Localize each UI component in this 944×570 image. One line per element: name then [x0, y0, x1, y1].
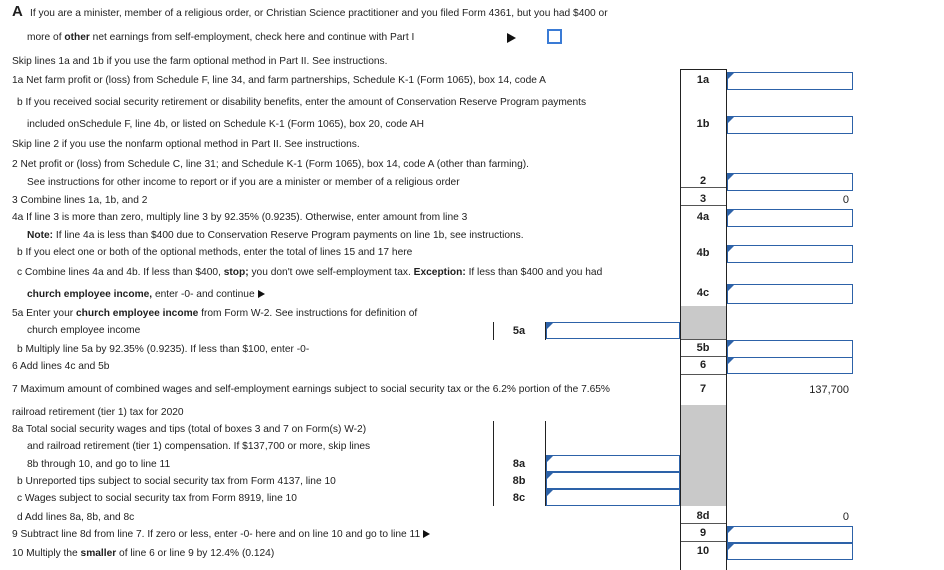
rule: [681, 374, 726, 375]
rule: [681, 205, 726, 206]
line-label-5a: 5a: [512, 325, 526, 337]
section-a-letter: A: [12, 3, 23, 20]
line-2-input[interactable]: [727, 173, 853, 191]
rule: [681, 356, 726, 357]
skip-1a-1b-note: Skip lines 1a and 1b if you use the farm optional method in Part II. See instructions.: [12, 56, 388, 67]
line-6-input[interactable]: [727, 357, 853, 374]
line-label-1b: 1b: [696, 118, 710, 130]
line-label-10: 10: [696, 545, 710, 557]
line-4a-input[interactable]: [727, 209, 853, 227]
mid-col-border: [493, 421, 494, 506]
line-label-4a: 4a: [696, 211, 710, 223]
section-a-line2: more of other net earnings from self-employment, check here and continue with Part I: [27, 32, 415, 43]
arrow-right-icon: [258, 290, 265, 298]
rule: [681, 339, 726, 340]
line-8b-text: b Unreported tips subject to social security tax from Form 4137, line 10: [17, 476, 336, 487]
line-4c-text-2: church employee income, enter -0- and continue: [27, 289, 265, 301]
line-label-4b: 4b: [696, 247, 710, 259]
line-8a-text-2: and railroad retirement (tier 1) compensation. If $137,700 or more, skip lines: [27, 441, 371, 452]
line-label-7: 7: [699, 383, 707, 395]
line-label-8c: 8c: [512, 492, 526, 504]
line-4b-text: b If you elect one or both of the optional methods, enter the total of lines 15 and 17 here: [17, 247, 413, 258]
line-5b-text: b Multiply line 5a by 92.35% (0.9235). If less than $100, enter -0-: [17, 344, 310, 355]
skip-2-note: Skip line 2 if you use the nonfarm optional method in Part II. See instructions.: [12, 139, 360, 150]
rule: [681, 541, 726, 542]
line-3-value: 0: [842, 194, 849, 206]
line-1b-text: b If you received social security retirement or disability benefits, enter the amount of Conservation Reserve Program payments: [17, 97, 587, 108]
line-10-input[interactable]: [727, 543, 853, 560]
line-10-text: 10 Multiply the smaller of line 6 or line 9 by 12.4% (0.124): [12, 548, 275, 559]
line-1b-text-2: included onSchedule F, line 4b, or listed on Schedule K-1 (Form 1065), box 20, code AH: [27, 119, 424, 130]
line-label-4c: 4c: [696, 287, 710, 299]
line-7-text-2: railroad retirement (tier 1) tax for 2020: [12, 407, 184, 418]
label-col-right-border: [726, 69, 727, 570]
line-3-text: 3 Combine lines 1a, 1b, and 2: [12, 195, 148, 206]
line-8c-input[interactable]: [546, 489, 680, 506]
line-2-text-2: See instructions for other income to report or if you are a minister or member of a religious order: [27, 177, 460, 188]
arrow-right-icon: [507, 33, 516, 43]
line-1b-input[interactable]: [727, 116, 853, 134]
arrow-right-icon: [423, 530, 430, 538]
line-label-1a: 1a: [696, 74, 710, 86]
line-label-3: 3: [699, 193, 707, 205]
line-8d-text: d Add lines 8a, 8b, and 8c: [17, 512, 135, 523]
line-5b-input[interactable]: [727, 340, 853, 358]
line-label-6: 6: [699, 359, 707, 371]
line-4c-text: c Combine lines 4a and 4b. If less than $400, stop; you don't owe self-employment tax. Exception: If less than $400 and you had: [17, 267, 603, 278]
line-1a-input[interactable]: [727, 72, 853, 90]
line-8c-text: c Wages subject to social security tax from Form 8919, line 10: [17, 493, 297, 504]
rule: [681, 187, 726, 188]
top-rule: [680, 69, 727, 70]
line-5a-text-2: church employee income: [27, 325, 141, 336]
line-9-text: 9 Subtract line 8d from line 7. If zero or less, enter -0- here and on line 10 and go to line 11: [12, 529, 430, 541]
line-8a-text: 8a Total social security wages and tips (total of boxes 3 and 7 on Form(s) W-2): [12, 424, 367, 435]
line-label-8a: 8a: [512, 458, 526, 470]
line-9-input[interactable]: [727, 526, 853, 543]
minister-checkbox[interactable]: [547, 29, 562, 44]
line-label-2: 2: [699, 175, 707, 187]
line-8a-text-3: 8b through 10, and go to line 11: [27, 459, 171, 470]
line-4a-text: 4a If line 3 is more than zero, multiply line 3 by 92.35% (0.9235). Otherwise, enter amount from line 3: [12, 212, 468, 223]
line-label-5b: 5b: [696, 342, 710, 354]
line-7-text: 7 Maximum amount of combined wages and self-employment earnings subject to social security tax or the 6.2% portion of the 7.65%: [12, 384, 610, 395]
line-4b-input[interactable]: [727, 245, 853, 263]
mid-col-border: [493, 322, 494, 340]
line-1a-text: 1a Net farm profit or (loss) from Schedule F, line 34, and farm partnerships, Schedule K-1 (Form 1065), box 14, code A: [12, 75, 546, 86]
line-8b-input[interactable]: [546, 472, 680, 489]
line-4a-note: Note: If line 4a is less than $400 due to Conservation Reserve Program payments on line 1b, see instructions.: [27, 230, 524, 241]
line-7-value: 137,700: [809, 384, 849, 396]
section-a-line1: If you are a minister, member of a religious order, or Christian Science practitioner and you filed Form 4361, but you had $400 or: [30, 8, 608, 19]
line-label-8d: 8d: [696, 510, 710, 522]
line-2-text: 2 Net profit or (loss) from Schedule C, line 31; and Schedule K-1 (Form 1065), box 14, code A (other than farming).: [12, 159, 529, 170]
line-8d-value: 0: [842, 511, 849, 523]
line-4c-input[interactable]: [727, 284, 853, 304]
shaded-area-5a: [681, 306, 726, 339]
shaded-area-8: [681, 405, 726, 506]
line-8a-input[interactable]: [546, 455, 680, 472]
line-label-9: 9: [699, 527, 707, 539]
line-label-8b: 8b: [512, 475, 526, 487]
line-5a-input[interactable]: [546, 322, 680, 339]
line-6-text: 6 Add lines 4c and 5b: [12, 361, 110, 372]
line-5a-text: 5a Enter your church employee income from Form W-2. See instructions for definition of: [12, 308, 418, 319]
rule: [681, 523, 726, 524]
